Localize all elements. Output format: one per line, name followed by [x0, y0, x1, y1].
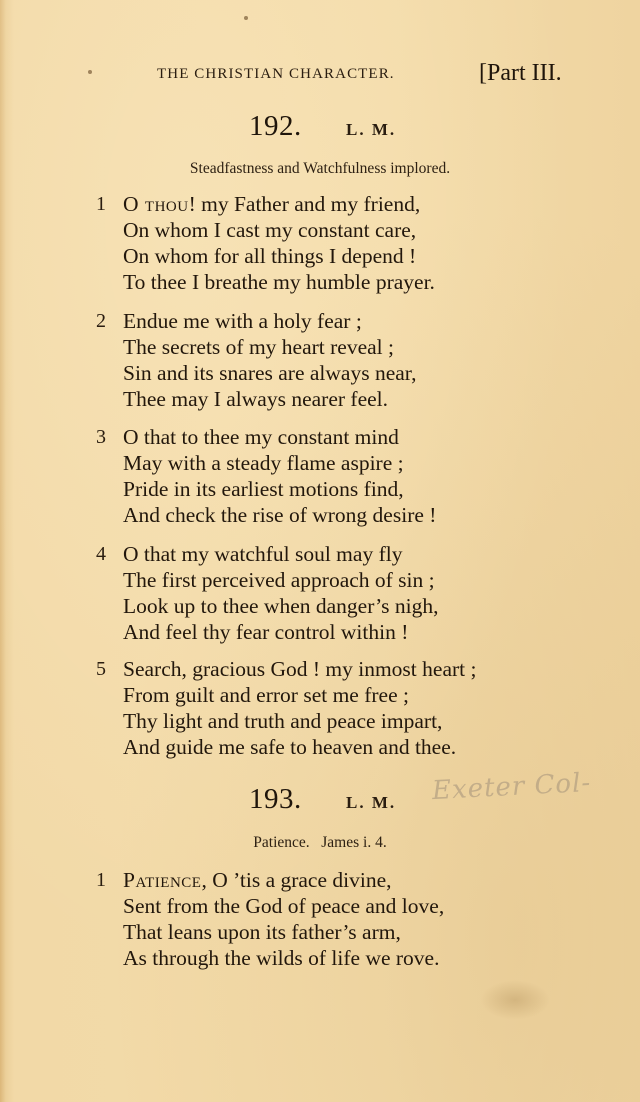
paper-speck — [244, 16, 248, 20]
verse-line: That leans upon its father’s arm, — [123, 920, 401, 944]
stanza-number: 1 — [96, 869, 106, 891]
stanza-5 — [96, 656, 556, 760]
hymn-meter: L. M. — [346, 120, 397, 139]
hymn-meter: L. M. — [346, 793, 397, 812]
running-title: THE CHRISTIAN CHARACTER. — [157, 66, 395, 82]
verse-line: May with a steady flame aspire ; — [123, 451, 404, 475]
verse-line: To thee I breathe my humble prayer. — [123, 270, 435, 294]
verse-line: Sin and its snares are always near, — [123, 361, 417, 385]
verse-line: The secrets of my heart reveal ; — [123, 335, 395, 359]
line-rest: ! my Father and my friend, — [188, 192, 421, 216]
part-label: [Part III. — [479, 60, 562, 86]
stanza-number: 1 — [96, 193, 106, 215]
verse-line: And check the rise of wrong desire ! — [123, 503, 437, 527]
stanza-4 — [96, 541, 556, 645]
verse-line: And guide me safe to heaven and thee. — [123, 735, 457, 759]
line-rest: , O ’tis a grace divine, — [201, 868, 392, 892]
small-caps-lead: Patience — [123, 868, 202, 892]
pencil-annotation: Exeter Col- — [431, 767, 592, 807]
verse-line — [96, 191, 556, 217]
verse-line: 2 Endue me with a holy fear ; — [96, 309, 362, 333]
verse-line: Thy light and truth and peace impart, — [123, 709, 443, 733]
stanza-number: 2 — [96, 310, 106, 332]
hymn-subtitle: Patience. James i. 4. — [253, 834, 387, 851]
hymn-number: 192. — [249, 110, 302, 142]
verse-line: The first perceived approach of sin ; — [123, 568, 435, 592]
verse-line: 3 O that to thee my constant mind — [96, 425, 399, 449]
stanza-1 — [96, 191, 556, 295]
verse-line: Look up to thee when danger’s nigh, — [123, 594, 439, 618]
verse-line: From guilt and error set me free ; — [123, 683, 409, 707]
running-head — [0, 60, 640, 90]
verse-line: As through the wilds of life we rove. — [123, 946, 440, 970]
stanza-2 — [96, 308, 556, 412]
verse-line: 4 O that my watchful soul may fly — [96, 542, 403, 566]
hymn-192-header — [0, 110, 640, 150]
verse-line: On whom for all things I depend ! — [123, 244, 417, 268]
verse-line: Thee may I always nearer feel. — [123, 387, 389, 411]
verse-line: And feel thy fear control within ! — [123, 620, 409, 644]
verse-line: Pride in its earliest motions find, — [123, 477, 404, 501]
verse-line: On whom I cast my constant care, — [123, 218, 417, 242]
stanza-1 — [96, 867, 556, 971]
stanza-number: 5 — [96, 658, 106, 680]
verse-line: Sent from the God of peace and love, — [123, 894, 445, 918]
stanza-number: 3 — [96, 426, 106, 448]
stanza-number: 4 — [96, 543, 106, 565]
small-caps-lead: O thou — [123, 192, 189, 216]
hymn-subtitle: Steadfastness and Watchfulness implored. — [189, 160, 451, 177]
verse-line — [96, 867, 556, 893]
stanza-3 — [96, 424, 556, 528]
verse-line: 5 Search, gracious God ! my inmost heart ; — [96, 657, 477, 681]
paper-stain — [480, 980, 550, 1020]
hymn-number: 193. — [249, 783, 302, 815]
